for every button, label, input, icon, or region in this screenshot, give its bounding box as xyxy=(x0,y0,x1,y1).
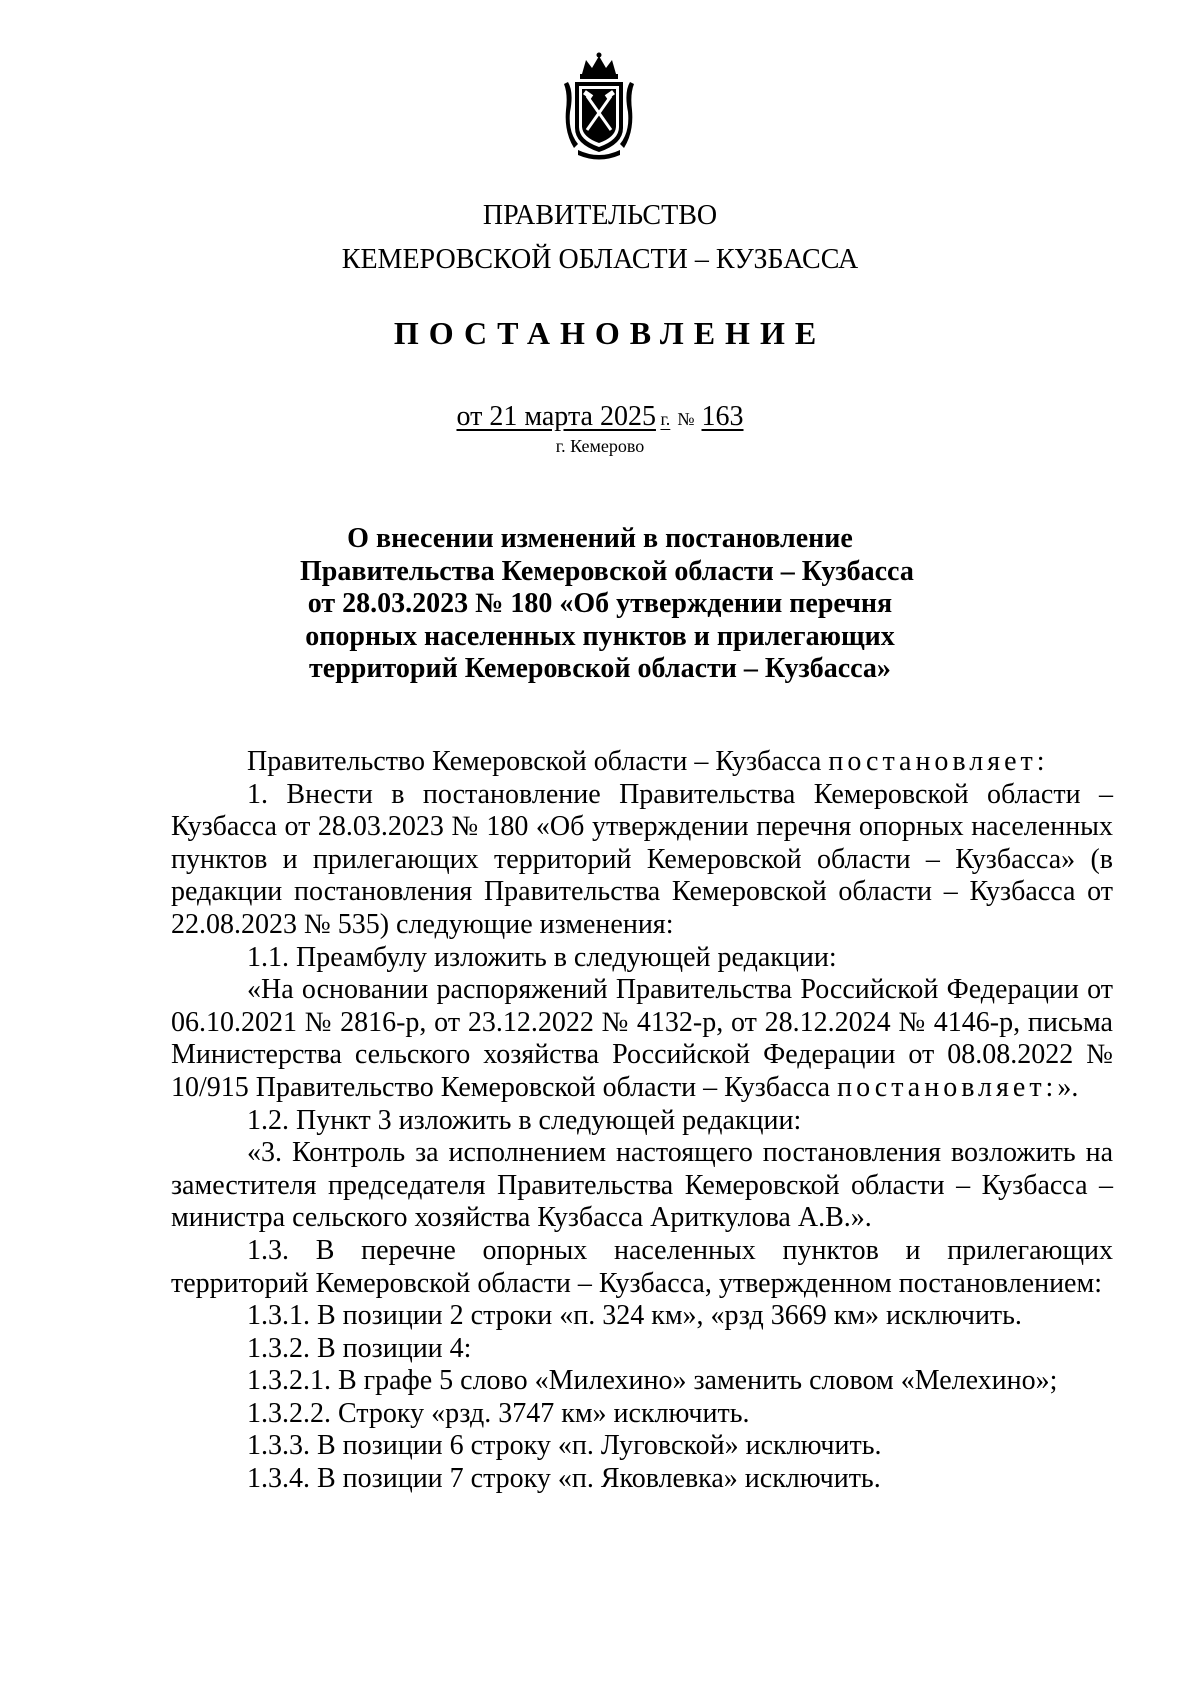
subject-line: от 28.03.2023 № 180 «Об утверждении перечня xyxy=(307,588,893,619)
year-suffix: г. xyxy=(660,409,671,429)
body-paragraph: 1. Внести в постановление Правительства Кемеровской области – Кузбасса от 28.03.2023 № 180 «Об утверждении перечня опорных населенных пунктов и прилегающих территорий Кемеровской области – Кузбасса» (в редакции постановления Правительства Кемеровской области – Кузбасса от 22.08.2023 № 535) следующие изменения: xyxy=(171,778,1113,940)
document-dateline xyxy=(0,400,1200,436)
body-paragraph: «На основании распоряжений Правительства Российской Федерации от 06.10.2021 № 2816-р, от 23.12.2022 № 4132-р, от 28.12.2024 № 4146-р, письма Министерства сельского хозяйства Российской Федерации от 08.08.2022 № 10/915 Правительство Кемеровской области – Кузбасса постановляет:». xyxy=(171,974,1113,1103)
body-paragraph: 1.3.1. В позиции 2 строки «п. 324 км», «рзд 3669 км» исключить. xyxy=(247,1300,1022,1332)
body-paragraph: 1.3.2.1. В графе 5 слово «Милехино» заменить словом «Мелехино»; xyxy=(247,1365,1058,1397)
body-paragraph: Правительство Кемеровской области – Кузбасса постановляет: xyxy=(247,746,1049,777)
document-subject xyxy=(300,523,914,686)
coat-of-arms-icon xyxy=(564,52,634,160)
body-paragraph: 1.1. Преамбулу изложить в следующей редакции: xyxy=(247,941,837,973)
government-name-line2: КЕМЕРОВСКОЙ ОБЛАСТИ – КУЗБАССА xyxy=(341,244,859,275)
subject-line: О внесении изменений в постановление xyxy=(347,523,853,554)
body-paragraph: «3. Контроль за исполнением настоящего постановления возложить на заместителя председателя Правительства Кемеровской области – Кузбасса – министра сельского хозяйства Кузбасса Ариткулова А.В.». xyxy=(171,1137,1113,1234)
government-name-line1: ПРАВИТЕЛЬСТВО xyxy=(482,200,718,231)
body-paragraph: 1.2. Пункт 3 изложить в следующей редакции: xyxy=(247,1104,802,1136)
number-sign: № xyxy=(677,409,695,429)
document-city: г. Кемерово xyxy=(555,436,645,456)
subject-line: Правительства Кемеровской области – Кузбасса xyxy=(300,555,914,587)
body-paragraph: 1.3.2.2. Строку «рзд. 3747 км» исключить. xyxy=(247,1397,750,1429)
document-date: от 21 марта 2025 xyxy=(456,401,656,432)
body-paragraph: 1.3.3. В позиции 6 строку «п. Луговской» исключить. xyxy=(247,1430,882,1462)
body-paragraph: 1.3.4. В позиции 7 строку «п. Яковлевка» исключить. xyxy=(247,1463,881,1495)
body-paragraph: 1.3. В перечне опорных населенных пунктов и прилегающих территорий Кемеровской области – Кузбасса, утвержденном постановлением: xyxy=(171,1234,1113,1299)
subject-line: опорных населенных пунктов и прилегающих xyxy=(305,620,895,652)
document-number: 163 xyxy=(701,401,744,432)
document-body xyxy=(171,746,1113,1496)
subject-line: территорий Кемеровской области – Кузбасса» xyxy=(309,653,891,684)
body-paragraph: 1.3.2. В позиции 4: xyxy=(247,1332,472,1364)
document-type-title: ПОСТАНОВЛЕНИЕ xyxy=(393,315,827,351)
